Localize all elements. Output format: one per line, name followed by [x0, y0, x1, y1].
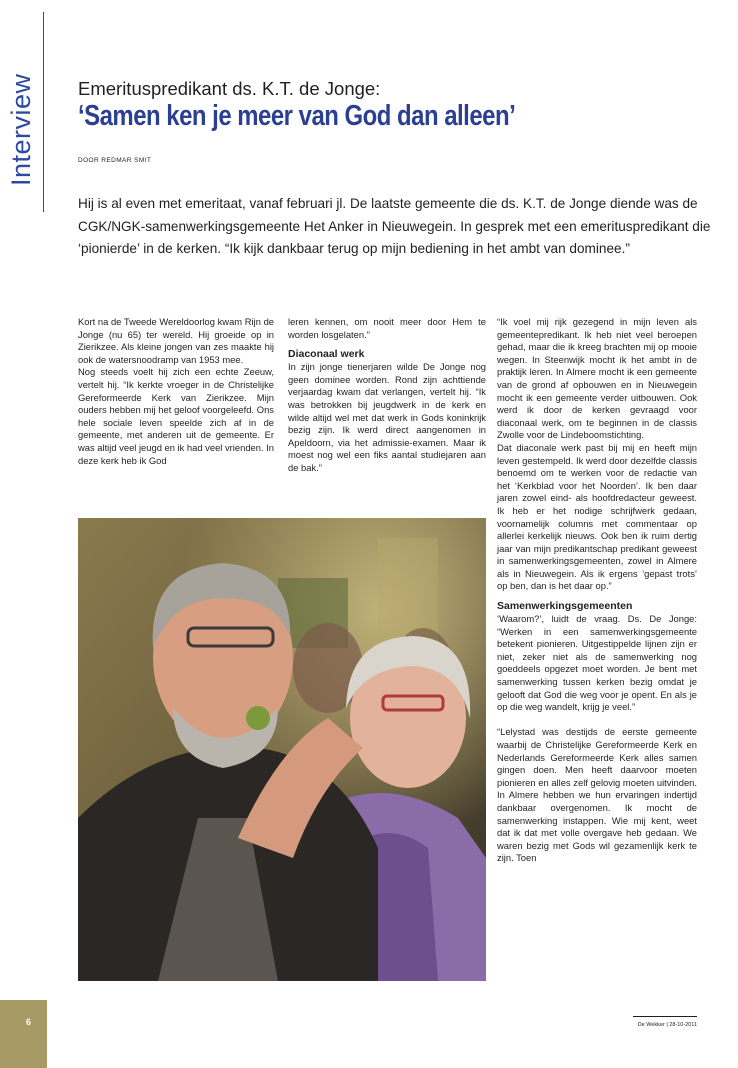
paragraph: In zijn jonge tienerjaren wilde De Jonge nog geen dominee worden. Rond zijn achttiende verjaardag kwam dat verlangen, vertelt hij. “Ik was betrokken bij jeugdwerk in de kerk en wilde altijd wel met dat werk in Gods koninkrijk bezig zijn. Ik werd direct aangenomen in Apeldoorn, via het admissie-examen. Maar ik moest nog wel een fiks aantal studiejaren aan de bak.”: [288, 361, 486, 473]
publication-footer: De Wekker | 28-10-2011: [637, 1022, 697, 1028]
photo-illustration: [78, 518, 486, 981]
footer-rule: [633, 1016, 697, 1017]
article-byline: DOOR REDMAR SMIT: [78, 157, 152, 164]
page-number-tab: [0, 1000, 47, 1068]
paragraph: “Ik voel mij rijk gezegend in mijn leven als gemeentepredikant. Ik heb niet veel beroepen gehad, maar die ik kreeg brachten mij op mooie wegen. In Steenwijk mocht ik het ambt in de praktijk leren. In Almere mocht ik een gemeente van de grond af opbouwen en in Nieuwegein mocht ik een gemeente verder uitbouwen. Ook werd ik door de kerken gevraagd voor diaconaal werk, om te beginnen in de classis Zwolle voor de Lindeboomstichting.: [497, 316, 697, 441]
paragraph: Dat diaconale werk past bij mij en heeft mijn leven gestempeld. Ik werd door dezelfde classis benoemd om te werken voor de redactie van het ‘Kerkblad voor het Noorden’. Ik ben daar jaren zowel eind- als hoofdredacteur geweest. Ik heb er het nodige schrijfwerk gedaan, voornamelijk columns met commentaar op allerlei kerkelijk nieuws. Ook ben ik ruim dertig jaar van mijn predikantschap predikant geweest in samenwerkingsgemeenten, zowel in Almere als in Nieuwegein. Als ik ergens ‘gepast trots’ op ben, dan is het daar op.”: [497, 441, 697, 592]
section-rule: [43, 12, 44, 212]
paragraph: leren kennen, om nooit meer door Hem te worden losgelaten.”: [288, 316, 486, 340]
paragraph: ‘Waarom?’, luidt de vraag. Ds. De Jonge: “Werken in een samenwerkingsgemeente betekent pionieren. Uitgestippelde lijnen zijn er niet, zeker niet als de samenwerking nog goeddeels opgezet moet worden. Je bent met samenwerking tussen kerken bezig omdat je gelooft dat God die weg voor je opent. En als je op die weg wandelt, krijg je veel.”: [497, 613, 697, 713]
text-column-2: [288, 316, 486, 475]
subheading-samenwerkingsgemeenten: Samenwerkingsgemeenten: [497, 600, 633, 613]
subheading-diaconaal-werk: Diaconaal werk: [288, 348, 365, 361]
page-number: 6: [26, 1017, 32, 1027]
section-label: Interview: [6, 73, 36, 186]
text-column-1: [78, 316, 274, 467]
article-headline: ‘Samen ken je meer van God dan alleen’: [78, 100, 516, 132]
text-column-3: [497, 316, 697, 865]
intro-paragraph: Hij is al even met emeritaat, vanaf februari jl. De laatste gemeente die ds. K.T. de Jonge diende was de CGK/NGK-samenwerkingsgemeente Het Anker in Nieuwegein. In gesprek met een emerituspredikant die ‘pionierde’ in de kerken. “Ik kijk dankbaar terug op mijn bediening in het ambt van dominee.”: [78, 196, 711, 256]
article-photo: [78, 518, 486, 981]
paragraph: Kort na de Tweede Wereldoorlog kwam Rijn de Jonge (nu 65) ter wereld. Hij groeide op in Zierikzee. Als kleine jongen van zes maakte hij ook de watersnoodramp van 1953 mee.: [78, 316, 274, 365]
article-kicker: Emerituspredikant ds. K.T. de Jonge:: [78, 78, 381, 99]
article-intro: [78, 193, 718, 261]
paragraph: “Lelystad was destijds de eerste gemeente waarbij de Christelijke Gereformeerde Kerk en Nederlands Gereformeerde Kerk alles samen gingen doen. Men heeft daarvoor moeten pionieren en alles zelf gelovig moeten uitvinden. In Almere hebben we hun ervaringen indertijd dankbaar overgenomen. Ik mocht de samenwerking instappen. Wie mij kent, weet dat ik dat met volle overgave heb gedaan. We waren bezig met Gods wil gezamenlijk kerk te zijn. Toen: [497, 726, 697, 864]
paragraph: Nog steeds voelt hij zich een echte Zeeuw, vertelt hij. “Ik kerkte vroeger in de Christelijke Gereformeerde Kerk van Zierikzee. Mijn ouders hebben mij het geloof voorgeleefd. Ons hele sociale leven speelde zich af in de gemeente, met anderen uit de gemeente. Er was altijd veel jeugd en ik had veel vrienden. In deze kerk heb ik God: [78, 366, 274, 466]
